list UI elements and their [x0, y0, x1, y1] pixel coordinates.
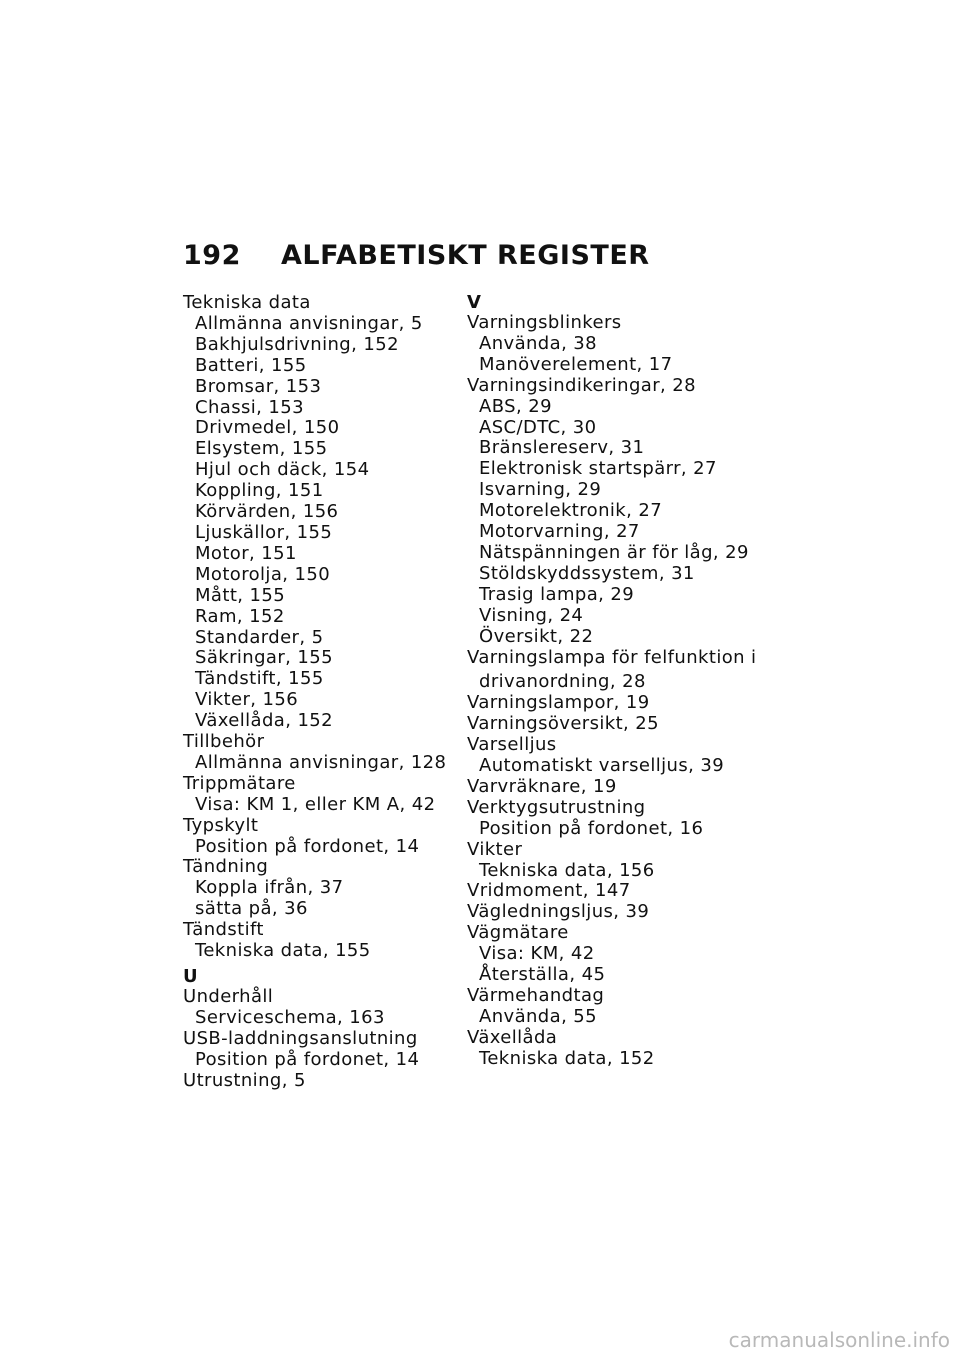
page-number: 192 [183, 240, 241, 271]
index-subentry: Översikt, 22 [479, 625, 594, 647]
index-subentry: Motorelektronik, 27 [479, 500, 663, 522]
index-entry: Varningslampa för felfunktion i [467, 646, 757, 668]
index-subentry: Standarder, 5 [195, 626, 324, 648]
index-subentry: Använda, 55 [479, 1005, 598, 1027]
index-subentry: Koppling, 151 [195, 480, 324, 502]
index-subentry: Elsystem, 155 [195, 438, 328, 460]
index-entry: Typskylt [183, 814, 259, 836]
index-subentry: Isvarning, 29 [479, 479, 602, 501]
index-entry: Växellåda [467, 1026, 558, 1048]
index-subentry: Hjul och däck, 154 [195, 459, 370, 481]
index-subentry: Motorvarning, 27 [479, 521, 640, 543]
index-entry: Tekniska data [183, 292, 311, 313]
index-column-left [183, 293, 468, 1092]
index-subentry: Allmänna anvisningar, 128 [195, 751, 447, 773]
index-subentry: Trasig lampa, 29 [479, 583, 635, 605]
index-entry: Tändning [183, 856, 269, 878]
index-subentry: Chassi, 153 [195, 396, 304, 418]
index-subentry: Tändstift, 155 [195, 668, 324, 690]
index-letter-heading: U [183, 966, 198, 987]
index-subentry: Drivmedel, 150 [195, 417, 340, 439]
index-subentry: Koppla ifrån, 37 [195, 877, 344, 899]
index-subentry: Körvärden, 156 [195, 501, 339, 523]
index-subentry: Automatiskt varselljus, 39 [479, 755, 725, 777]
page-header [183, 240, 650, 271]
index-subentry: Motor, 151 [195, 542, 297, 564]
index-subentry: Bränslereserv, 31 [479, 437, 645, 459]
index-subentry: Återställa, 45 [479, 964, 606, 986]
index-subentry: sätta på, 36 [195, 898, 308, 920]
index-subentry: Mått, 155 [195, 584, 286, 606]
index-entry: Varningsöversikt, 25 [467, 713, 659, 735]
index-subentry: Motorolja, 150 [195, 563, 331, 585]
index-column-right [467, 293, 767, 1070]
index-entry: Varvräknare, 19 [467, 775, 617, 797]
index-entry: Tändstift [183, 919, 264, 941]
index-subentry: Elektronisk startspärr, 27 [479, 458, 717, 480]
page-title: ALFABETISKT REGISTER [281, 240, 650, 271]
index-subentry: Stöldskyddssystem, 31 [479, 562, 695, 584]
index-subentry: Växellåda, 152 [195, 710, 334, 732]
index-subentry: Bakhjulsdrivning, 152 [195, 333, 399, 355]
index-entry: Varningslampor, 19 [467, 692, 650, 714]
index-subentry: Allmänna anvisningar, 5 [195, 312, 423, 334]
index-subentry: Använda, 38 [479, 332, 598, 354]
index-entry: Vikter [467, 838, 523, 860]
index-subentry: Manöverelement, 17 [479, 353, 673, 375]
index-entry: Trippmätare [183, 772, 296, 794]
index-subentry: Serviceschema, 163 [195, 1006, 385, 1028]
index-entry-continuation: drivanordning, 28 [479, 671, 646, 693]
index-entry: USB-laddningsanslutning [183, 1027, 418, 1049]
index-subentry: Vikter, 156 [195, 689, 299, 711]
index-entry: Vägmätare [467, 922, 569, 944]
index-subentry: ASC/DTC, 30 [479, 416, 597, 438]
index-subentry: Säkringar, 155 [195, 647, 333, 669]
index-subentry: Tekniska data, 156 [479, 859, 655, 881]
index-subentry: Ram, 152 [195, 605, 285, 627]
index-entry: Underhåll [183, 986, 274, 1007]
index-subentry: Position på fordonet, 14 [195, 835, 420, 857]
index-entry: Utrustning, 5 [183, 1069, 306, 1091]
index-entry: Värmehandtag [467, 985, 605, 1006]
index-subentry: Ljuskällor, 155 [195, 521, 333, 543]
index-subentry: Tekniska data, 152 [479, 1047, 655, 1069]
index-subentry: ABS, 29 [479, 395, 552, 417]
index-subentry: Visning, 24 [479, 604, 584, 626]
index-entry: Vridmoment, 147 [467, 880, 631, 902]
index-letter-heading: V [467, 292, 481, 313]
index-entry: Vägledningsljus, 39 [467, 901, 650, 923]
index-subentry: Visa: KM 1, eller KM A, 42 [195, 793, 436, 815]
index-subentry: Nätspänningen är för låg, 29 [479, 541, 749, 563]
index-entry: Varselljus [467, 734, 557, 756]
watermark: carmanualsonline.info [728, 1328, 950, 1352]
index-subentry: Visa: KM, 42 [479, 943, 595, 965]
index-subentry: Bromsar, 153 [195, 375, 322, 397]
index-entry: Tillbehör [183, 731, 265, 753]
index-entry: Varningsblinkers [467, 312, 622, 333]
index-subentry: Position på fordonet, 14 [195, 1048, 420, 1070]
index-subentry: Position på fordonet, 16 [479, 817, 704, 839]
index-entry: Varningsindikeringar, 28 [467, 374, 696, 396]
index-subentry: Tekniska data, 155 [195, 940, 371, 962]
index-subentry: Batteri, 155 [195, 354, 307, 376]
index-entry: Verktygsutrustning [467, 796, 646, 818]
